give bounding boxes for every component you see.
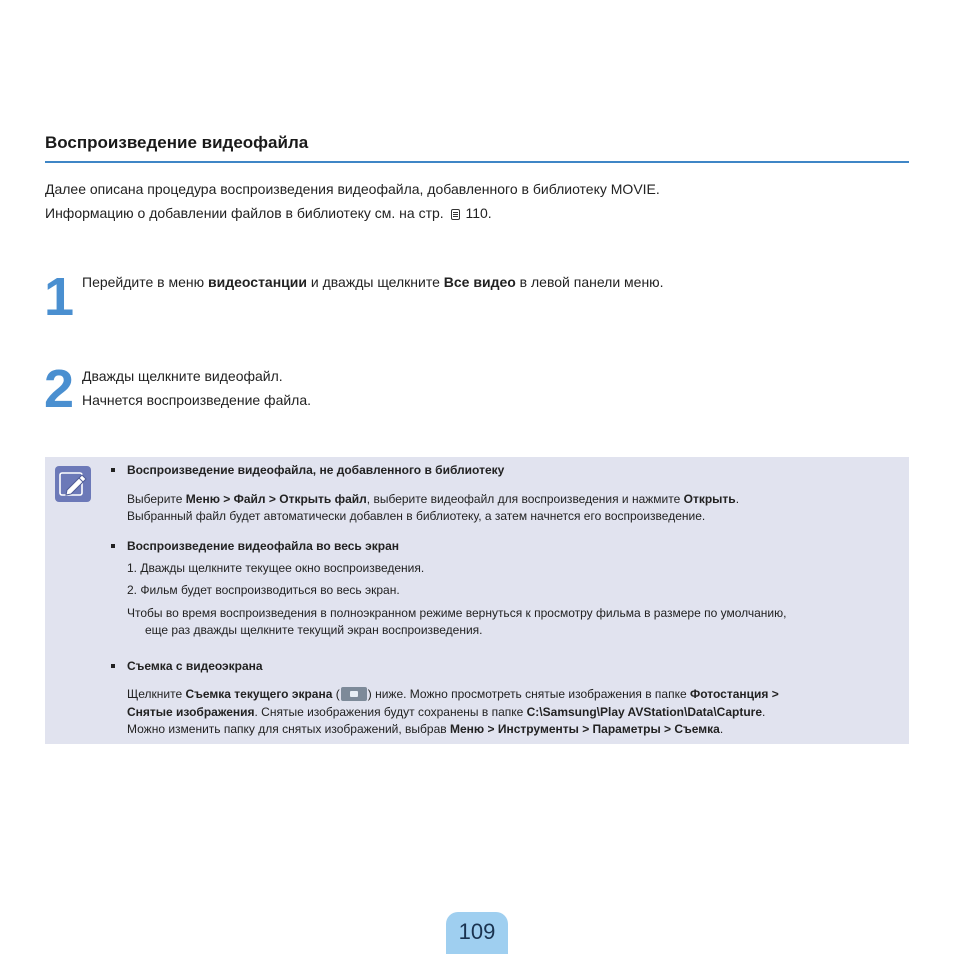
- note-1-l1-mid: , выберите видеофайл для воспроизведения и нажмите: [366, 492, 684, 506]
- note-1-l1-bold-2: Открыть: [683, 492, 736, 506]
- step-1-post: в левой панели меню.: [515, 274, 664, 290]
- note-2-list-item-1: 1. Дважды щелкните текущее окно воспроизведения.: [127, 561, 425, 575]
- step-1-bold-2: Все видео: [443, 274, 516, 290]
- page-number: 109: [458, 919, 496, 944]
- step-1-text: [82, 274, 664, 290]
- note-3-l2-post: .: [762, 705, 766, 719]
- note-3-l3-pre: Можно изменить папку для снятых изображений, выбрав: [127, 722, 450, 736]
- note-3-l1-mid: (: [332, 687, 340, 701]
- intro-line-1: Далее описана процедура воспроизведения видеофайла, добавленного в библиотеку MOVIE.: [45, 181, 660, 197]
- step-1-pre: Перейдите в меню: [82, 274, 209, 290]
- intro-page-link[interactable]: 110.: [465, 205, 492, 221]
- note-3-l2-mid: . Снятые изображения будут сохранены в папке: [254, 705, 527, 719]
- bullet-1: [111, 468, 115, 472]
- section-title: Воспроизведение видеофайла: [45, 133, 309, 152]
- note-3-line-3: [127, 722, 723, 736]
- note-1-heading: Воспроизведение видеофайла, не добавленного в библиотеку: [127, 463, 505, 477]
- note-3-l1-bold-1: Съемка текущего экрана: [185, 687, 333, 701]
- note-3-l3-post: .: [719, 722, 724, 736]
- title-divider: [45, 161, 909, 163]
- note-2-list-item-2: 2. Фильм будет воспроизводиться во весь экран.: [127, 583, 400, 597]
- step-1-mid: и дважды щелкните: [307, 274, 444, 290]
- note-3-line-2: [127, 705, 765, 719]
- note-3-line-1: [127, 687, 779, 701]
- intro-line-2-text: Информацию о добавлении файлов в библиотеку см. на стр.: [45, 205, 444, 221]
- note-2-heading: Воспроизведение видеофайла во весь экран: [127, 539, 400, 553]
- note-1-line-2: Выбранный файл будет автоматически добавлен в библиотеку, а затем начнется его воспроизведение.: [127, 509, 706, 523]
- step-1-number: 1: [44, 267, 73, 327]
- capture-screen-icon: [341, 687, 367, 701]
- note-3-l2-bold-2: C:\Samsung\Play AVStation\Data\Capture: [526, 705, 763, 719]
- note-3-l1-after-icon: ) ниже. Можно просмотреть снятые изображения в папке: [367, 687, 690, 701]
- note-1-l1-pre: Выберите: [127, 492, 186, 506]
- step-2-line-1: Дважды щелкните видеофайл.: [82, 368, 283, 384]
- step-2-number: 2: [44, 359, 73, 419]
- step-1-bold-1: видеостанции: [208, 274, 307, 290]
- note-3-l1-bold-2: Фотостанция >: [690, 687, 779, 701]
- page-reference-icon: [451, 209, 460, 220]
- note-1-line-1: [127, 492, 739, 506]
- note-2-paragraph-line-2: еще раз дважды щелкните текущий экран воспроизведения.: [145, 623, 483, 637]
- bullet-3: [111, 664, 115, 668]
- note-1-l1-bold-1: Меню > Файл > Открыть файл: [185, 492, 367, 506]
- bullet-2: [111, 544, 115, 548]
- note-3-l1-pre: Щелкните: [127, 687, 186, 701]
- pencil-note-icon: [55, 466, 91, 502]
- note-1-l1-post: .: [735, 492, 740, 506]
- note-2-paragraph-line-1: Чтобы во время воспроизведения в полноэкранном режиме вернуться к просмотру фильма в размере по умолчанию,: [127, 606, 787, 620]
- note-3-l2-bold-1: Снятые изображения: [127, 705, 255, 719]
- note-3-l3-bold: Меню > Инструменты > Параметры > Съемка: [449, 722, 720, 736]
- intro-line-2: [45, 205, 492, 221]
- step-2-line-2: Начнется воспроизведение файла.: [82, 392, 312, 408]
- note-3-heading: Съемка с видеоэкрана: [127, 659, 263, 673]
